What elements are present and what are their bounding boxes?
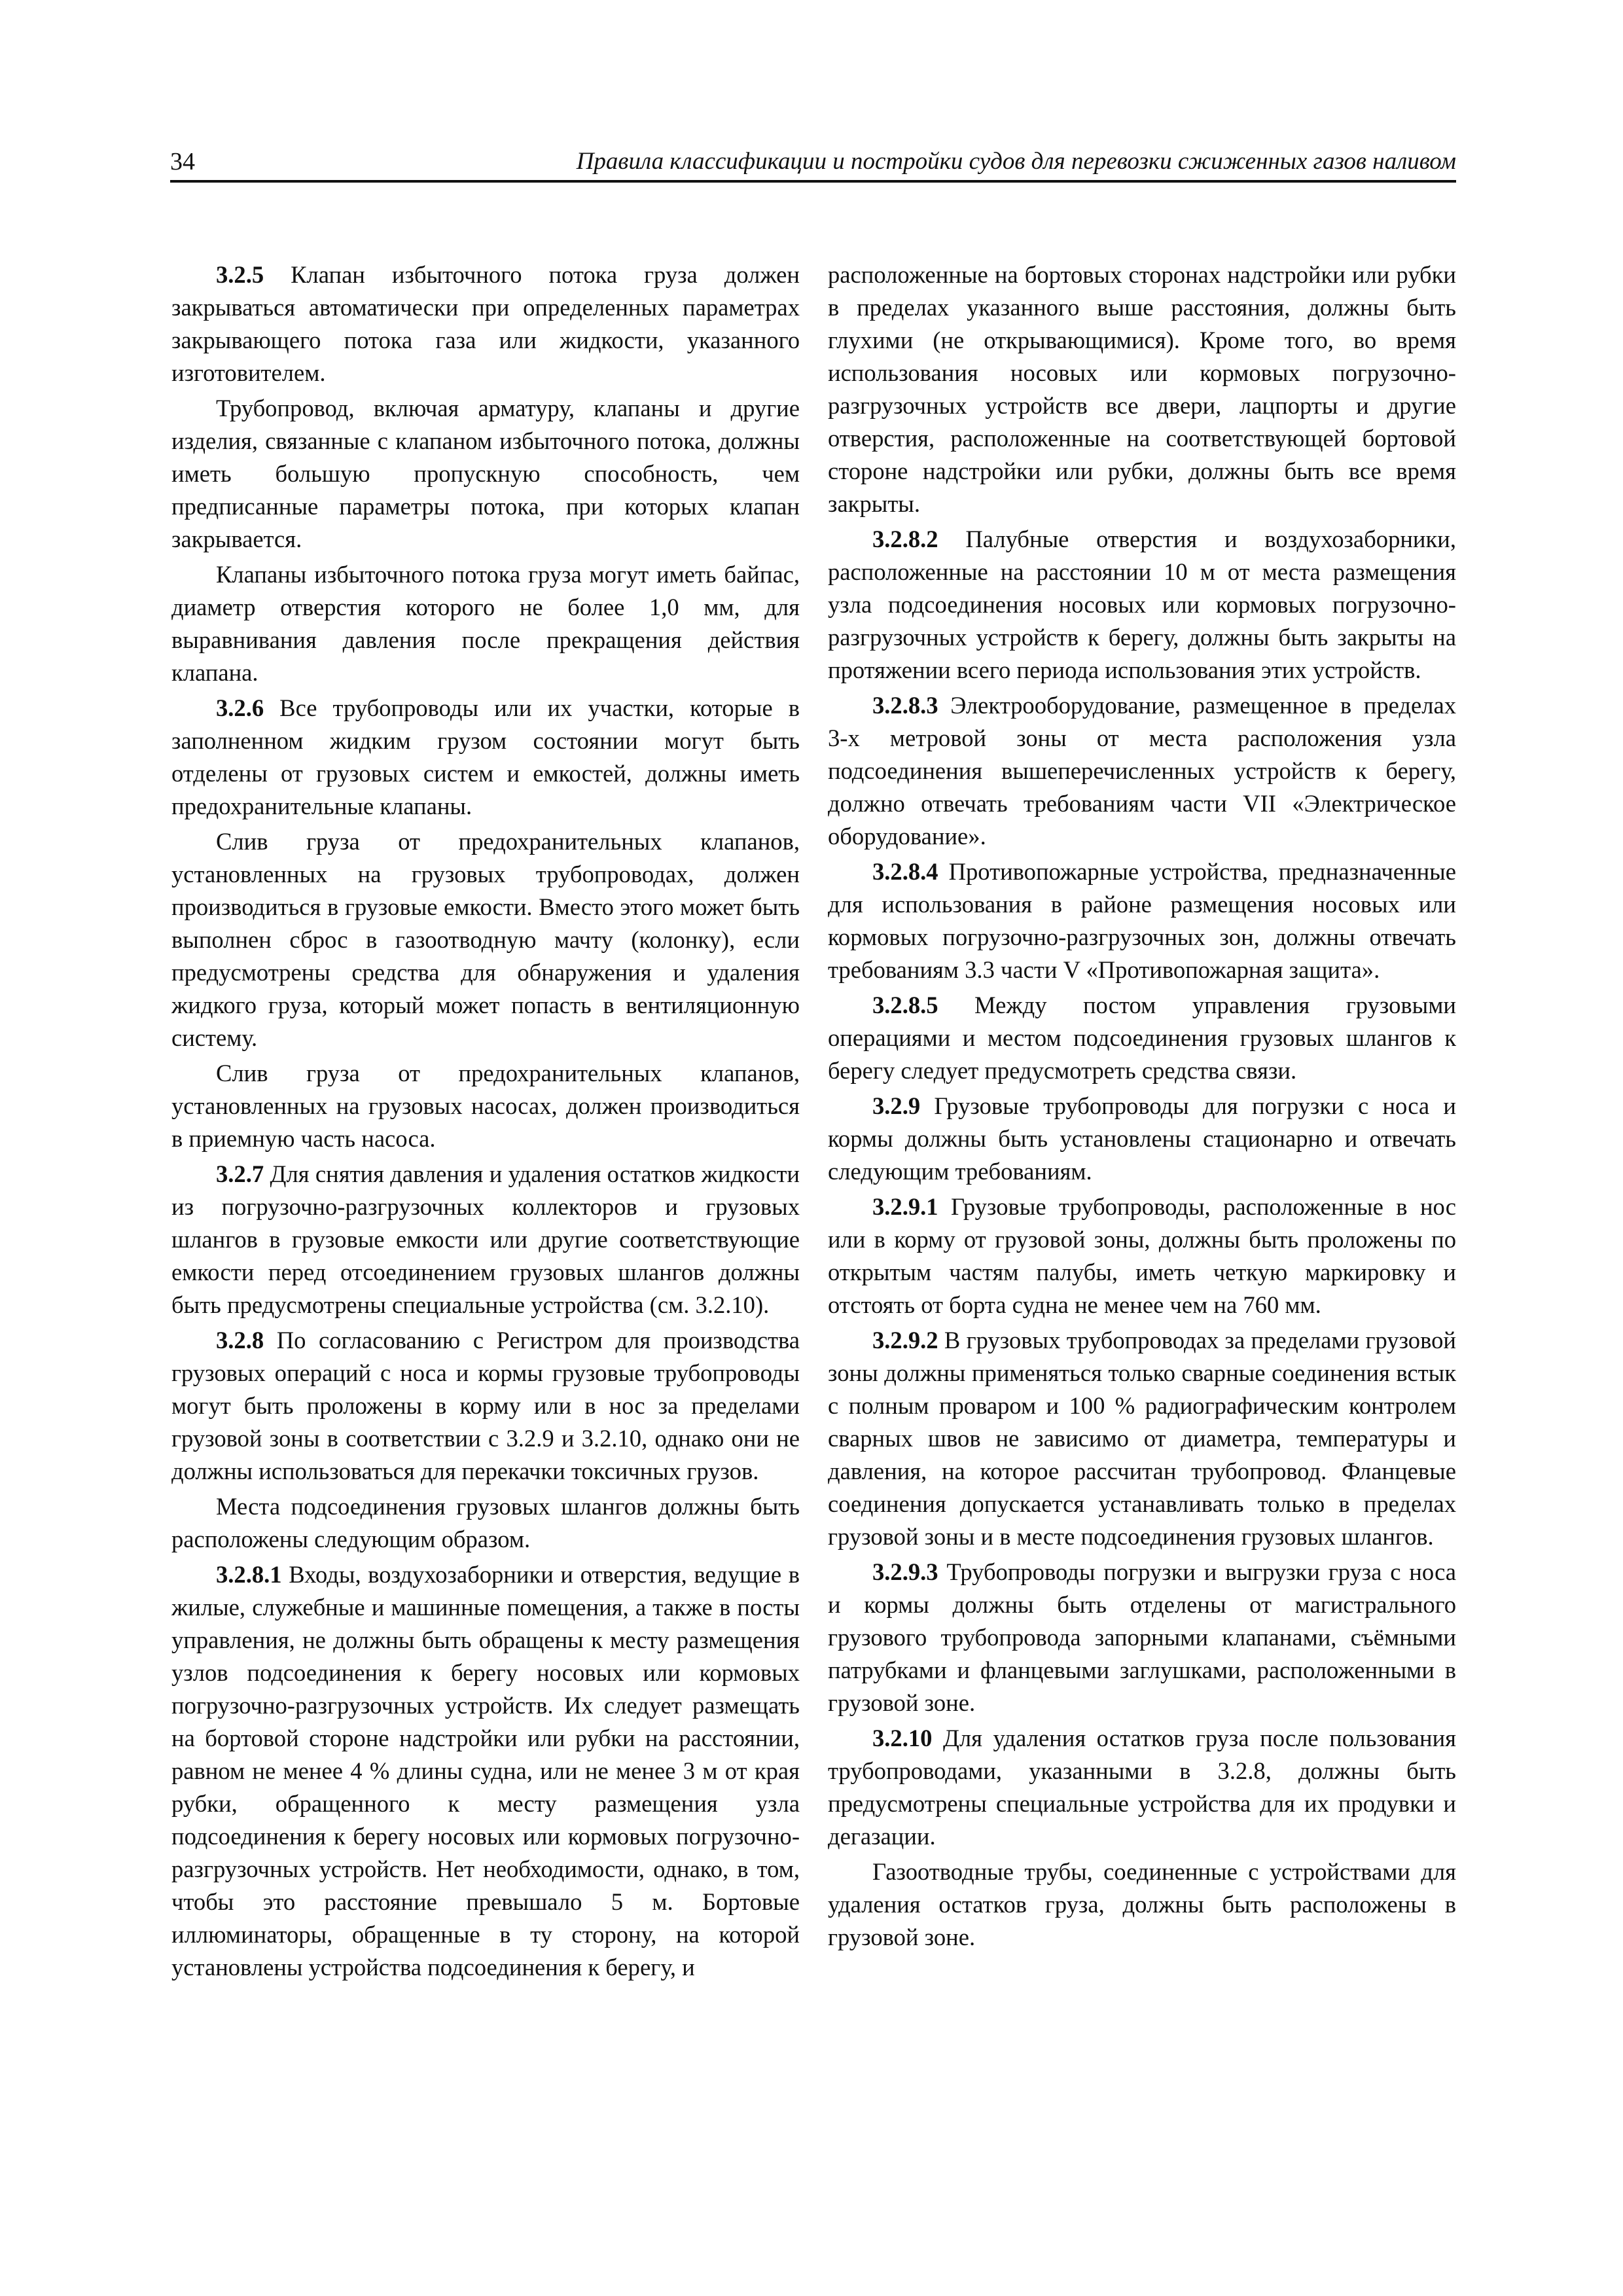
paragraph-text: Для удаления остатков груза после пользования трубопроводами, указанными в 3.2.8, должны быть предусмотрены специальные устройства для их продувки и дегазации. xyxy=(828,1725,1456,1850)
paragraph-text: Противопожарные устройства, предназначенные для использования в районе размещения носовых или кормовых погрузочно-разгрузочных зон, должны отвечать требованиям 3.3 части V «Противопожарная защита». xyxy=(828,858,1456,983)
paragraph xyxy=(171,825,800,1054)
paragraph xyxy=(171,392,800,556)
section-number: 3.2.8.4 xyxy=(872,858,938,885)
section-number: 3.2.8.1 xyxy=(216,1561,282,1588)
paragraph-text: Клапан избыточного потока груза должен закрываться автоматически при определенных параметрах закрывающего потока газа или жидкости, указанного изготовителем. xyxy=(171,261,800,386)
paragraph-text: Места подсоединения грузовых шлангов должны быть расположены следующим образом. xyxy=(171,1493,800,1552)
paragraph-text: Для снятия давления и удаления остатков жидкости из погрузочно-разгрузочных коллекторов и грузовых шлангов в грузовые емкости или другие соответствующие емкости перед отсоединением грузовых шлангов должны быть предусмотрены специальные устройства (см. 3.2.10). xyxy=(171,1160,800,1318)
paragraph xyxy=(171,1057,800,1155)
paragraph-text: Газоотводные трубы, соединенные с устройствами для удаления остатков груза, должны быть расположены в грузовой зоне. xyxy=(828,1858,1456,1950)
section-number: 3.2.7 xyxy=(216,1160,264,1187)
paragraph-text: Электрооборудование, размещенное в пределах 3-х метровой зоны от места расположения узла подсоединения вышеперечисленных устройств к берегу, должно отвечать требованиям части VII «Электрическое оборудование». xyxy=(828,692,1456,850)
paragraph-text: Входы, воздухозаборники и отверстия, ведущие в жилые, служебные и машинные помещения, а также в посты управления, не должны быть обращены к месту размещения узлов подсоединения к берегу носовых или кормовых погрузочно-разгрузочных устройств. Их следует размещать на бортовой стороне надстройки или рубки на расстоянии, равном не менее 4 % длины судна, или не менее 3 м от края рубки, обращенного к месту размещения узла подсоединения к берегу носовых или кормовых погрузочно-разгрузочных устройств. Нет необходимости, однако, в том, чтобы это расстояние превышало 5 м. Бортовые иллюминаторы, обращенные в ту сторону, на которой установлены устройства подсоединения к берегу, и xyxy=(171,1561,800,1981)
section-number: 3.2.9.1 xyxy=(872,1193,938,1220)
paragraph xyxy=(171,259,800,389)
paragraph-text: По согласованию с Регистром для производства грузовых операций с носа и кормы грузовые трубопроводы могут быть проложены в корму или в нос за пределами грузовой зоны в соответствии с 3.2.9 и 3.2.10, однако они не должны использоваться для перекачки токсичных грузов. xyxy=(171,1327,800,1484)
section-number: 3.2.10 xyxy=(872,1725,933,1751)
section-number: 3.2.8.5 xyxy=(872,992,938,1018)
paragraph xyxy=(828,1856,1456,1954)
section-number: 3.2.8.3 xyxy=(872,692,938,719)
paragraph-text: расположенные на бортовых сторонах надстройки или рубки в пределах указанного выше расстояния, должны быть глухими (не открывающимися). Кроме того, во время использования носовых или кормовых погрузочно-разгрузочных устройств все двери, лацпорты и другие отверстия, расположенные на соответствующей бортовой стороне надстройки или рубки, должны быть все время закрыты. xyxy=(828,261,1456,517)
page-header xyxy=(170,141,1456,183)
paragraph-text: Между постом управления грузовыми операциями и местом подсоединения грузовых шлангов к берегу следует предусмотреть средства связи. xyxy=(828,992,1456,1084)
paragraph xyxy=(828,989,1456,1087)
section-number: 3.2.8.2 xyxy=(872,526,938,552)
paragraph-text: Грузовые трубопроводы, расположенные в нос или в корму от грузовой зоны, должны быть проложены по открытым частям палубы, иметь четкую маркировку и отстоять от борта судна не менее чем на 760 мм. xyxy=(828,1193,1456,1318)
section-number: 3.2.6 xyxy=(216,694,264,721)
section-number: 3.2.9.3 xyxy=(872,1558,938,1585)
paragraph-text: Клапаны избыточного потока груза могут иметь байпас, диаметр отверстия которого не более 1,0 мм, для выравнивания давления после прекращения действия клапана. xyxy=(171,561,800,686)
section-number: 3.2.9.2 xyxy=(872,1327,938,1354)
paragraph xyxy=(828,1722,1456,1853)
paragraph xyxy=(828,1324,1456,1553)
section-number: 3.2.8 xyxy=(216,1327,264,1354)
left-column xyxy=(171,259,800,1986)
paragraph xyxy=(171,1490,800,1556)
paragraph xyxy=(828,259,1456,520)
paragraph-text: В грузовых трубопроводах за пределами грузовой зоны должны применяться только сварные соединения встык с полным проваром и 100 % радиографическим контролем сварных швов не зависимо от диаметра, температуры и давления, на которое рассчитан трубопровод. Фланцевые соединения допускается устанавливать только в пределах грузовой зоны и в месте подсоединения грузовых шлангов. xyxy=(828,1327,1456,1550)
page-number: 34 xyxy=(170,148,195,175)
right-column xyxy=(828,259,1456,1956)
paragraph xyxy=(171,692,800,823)
paragraph xyxy=(828,1090,1456,1188)
paragraph-text: Палубные отверстия и воздухозаборники, расположенные на расстоянии 10 м от места размещения узла подсоединения носовых или кормовых погрузочно-разгрузочных устройств к берегу, должны быть закрыты на протяжении всего периода использования этих устройств. xyxy=(828,526,1456,683)
paragraph-text: Трубопровод, включая арматуру, клапаны и другие изделия, связанные с клапаном избыточного потока, должны иметь большую пропускную способность, чем предписанные параметры потока, при которых клапан закрывается. xyxy=(171,395,800,552)
paragraph xyxy=(171,1324,800,1488)
running-title: Правила классификации и постройки судов для перевозки сжиженных газов наливом xyxy=(576,148,1456,175)
paragraph-text: Все трубопроводы или их участки, которые в заполненном жидким грузом состоянии могут быть отделены от грузовых систем и емкостей, должны иметь предохранительные клапаны. xyxy=(171,694,800,819)
paragraph xyxy=(171,1558,800,1984)
section-number: 3.2.9 xyxy=(872,1092,921,1119)
section-number: 3.2.5 xyxy=(216,261,264,288)
paragraph-text: Трубопроводы погрузки и выгрузки груза с носа и кормы должны быть отделены от магистрального грузового трубопровода запорными клапанами, съёмными патрубками и фланцевыми заглушками, расположенными в грузовой зоне. xyxy=(828,1558,1456,1716)
paragraph xyxy=(828,689,1456,853)
paragraph xyxy=(828,1191,1456,1321)
paragraph-text: Слив груза от предохранительных клапанов, установленных на грузовых насосах, должен производиться в приемную часть насоса. xyxy=(171,1060,800,1152)
paragraph xyxy=(828,1556,1456,1719)
paragraph xyxy=(171,1158,800,1321)
paragraph xyxy=(171,558,800,689)
paragraph xyxy=(828,855,1456,986)
paragraph xyxy=(828,523,1456,687)
paragraph-text: Грузовые трубопроводы для погрузки с носа и кормы должны быть установлены стационарно и отвечать следующим требованиям. xyxy=(828,1092,1456,1185)
paragraph-text: Слив груза от предохранительных клапанов, установленных на грузовых трубопроводах, должен производиться в грузовые емкости. Вместо этого может быть выполнен сброс в газоотводную мачту (колонку), если предусмотрены средства для обнаружения и удаления жидкого груза, который может попасть в вентиляционную систему. xyxy=(171,828,800,1051)
